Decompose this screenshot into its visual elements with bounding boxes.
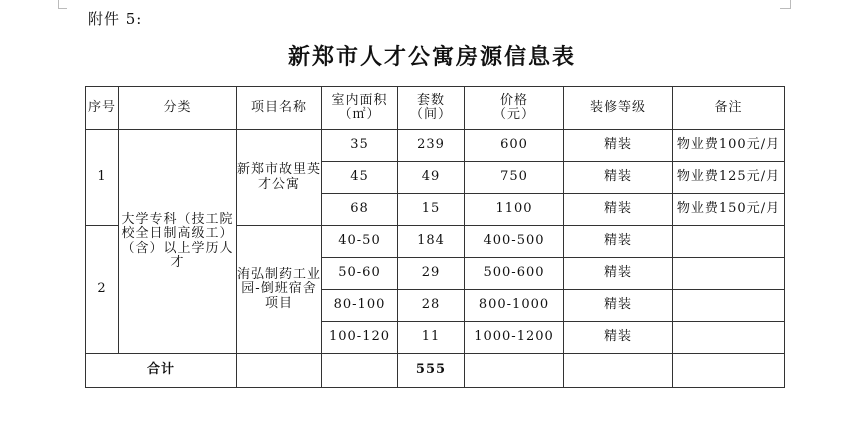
header-seq: 序号 — [86, 87, 119, 130]
project-name: 洧弘制药工业园-倒班宿舍项目 — [237, 226, 322, 354]
housing-info-table — [85, 86, 785, 388]
header-price-line2: （元） — [492, 107, 535, 122]
decoration-cell: 精装 — [564, 162, 673, 194]
empty-cell — [673, 354, 785, 388]
header-area-line1: 室内面积 — [331, 92, 388, 108]
empty-cell — [322, 354, 398, 388]
note-cell: 物业费125元/月 — [673, 162, 785, 194]
note-cell — [673, 226, 785, 258]
header-category: 分类 — [119, 87, 237, 130]
group-seq: 1 — [86, 130, 119, 226]
units-cell: 15 — [398, 194, 465, 226]
area-cell: 45 — [322, 162, 398, 194]
price-cell: 1100 — [465, 194, 564, 226]
table-row — [86, 130, 785, 162]
total-label: 合计 — [86, 354, 237, 388]
empty-cell — [237, 354, 322, 388]
price-cell: 600 — [465, 130, 564, 162]
empty-cell — [465, 354, 564, 388]
header-decoration: 装修等级 — [564, 87, 673, 130]
total-units: 555 — [398, 354, 465, 388]
units-cell: 29 — [398, 258, 465, 290]
units-cell: 11 — [398, 322, 465, 354]
units-cell: 49 — [398, 162, 465, 194]
attachment-label: 附件 5: — [88, 10, 143, 28]
price-cell: 1000-1200 — [465, 322, 564, 354]
units-cell: 239 — [398, 130, 465, 162]
area-cell: 50-60 — [322, 258, 398, 290]
decoration-cell: 精装 — [564, 226, 673, 258]
note-cell: 物业费150元/月 — [673, 194, 785, 226]
table-header-row — [86, 87, 785, 130]
header-project: 项目名称 — [237, 87, 322, 130]
decoration-cell: 精装 — [564, 290, 673, 322]
header-units — [398, 87, 465, 130]
header-price-line1: 价格 — [499, 92, 528, 108]
page-corner-mark-right — [780, 0, 791, 9]
header-area — [322, 87, 398, 130]
header-price — [465, 87, 564, 130]
decoration-cell: 精装 — [564, 322, 673, 354]
units-cell: 184 — [398, 226, 465, 258]
area-cell: 80-100 — [322, 290, 398, 322]
header-units-line1: 套数 — [416, 92, 445, 108]
area-cell: 35 — [322, 130, 398, 162]
price-cell: 750 — [465, 162, 564, 194]
empty-cell — [564, 354, 673, 388]
document-title: 新郑市人才公寓房源信息表 — [287, 44, 576, 70]
category-cell: 大学专科（技工院校全日制高级工）（含）以上学历人才 — [119, 130, 237, 354]
header-area-line2: （㎡） — [338, 107, 381, 122]
price-cell: 500-600 — [465, 258, 564, 290]
page-corner-mark-left — [58, 0, 67, 9]
price-cell: 800-1000 — [465, 290, 564, 322]
note-cell — [673, 322, 785, 354]
units-cell: 28 — [398, 290, 465, 322]
header-units-line2: （间） — [409, 107, 452, 122]
note-cell — [673, 290, 785, 322]
note-cell — [673, 258, 785, 290]
decoration-cell: 精装 — [564, 258, 673, 290]
area-cell: 100-120 — [322, 322, 398, 354]
total-row — [86, 354, 785, 388]
decoration-cell: 精装 — [564, 194, 673, 226]
group-seq: 2 — [86, 226, 119, 354]
decoration-cell: 精装 — [564, 130, 673, 162]
price-cell: 400-500 — [465, 226, 564, 258]
project-name: 新郑市故里英才公寓 — [237, 130, 322, 226]
note-cell: 物业费100元/月 — [673, 130, 785, 162]
area-cell: 40-50 — [322, 226, 398, 258]
header-notes: 备注 — [673, 87, 785, 130]
area-cell: 68 — [322, 194, 398, 226]
